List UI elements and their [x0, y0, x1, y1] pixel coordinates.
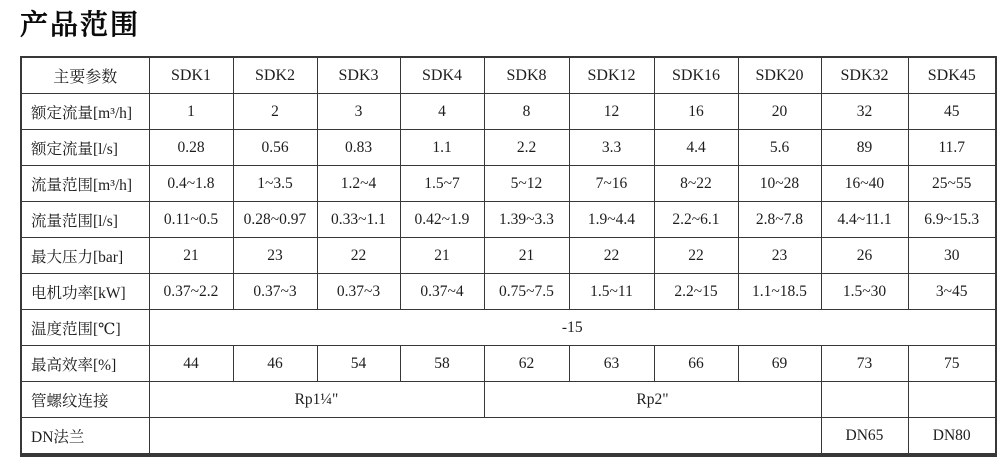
table-row — [21, 130, 996, 166]
value-cell: 54 — [317, 346, 400, 382]
value-cell: 73 — [821, 346, 908, 382]
value-cell: 22 — [654, 238, 738, 274]
value-cell: DN80 — [908, 418, 996, 456]
value-cell: 8 — [484, 94, 569, 130]
value-cell — [821, 382, 908, 418]
row-label: DN法兰 — [21, 418, 149, 456]
value-cell: 6.9~15.3 — [908, 202, 996, 238]
value-cell: 1.9~4.4 — [569, 202, 654, 238]
table-row — [21, 310, 996, 346]
value-cell: 8~22 — [654, 166, 738, 202]
value-cell: 21 — [484, 238, 569, 274]
value-cell: 45 — [908, 94, 996, 130]
column-header: SDK20 — [738, 57, 821, 94]
value-cell: 0.37~2.2 — [149, 274, 233, 310]
value-cell: 89 — [821, 130, 908, 166]
value-cell: 0.42~1.9 — [400, 202, 484, 238]
table-head — [21, 57, 996, 94]
table-row — [21, 418, 996, 456]
value-cell: 2.8~7.8 — [738, 202, 821, 238]
value-cell: 26 — [821, 238, 908, 274]
value-cell: 66 — [654, 346, 738, 382]
value-cell: DN65 — [821, 418, 908, 456]
value-cell: 0.37~3 — [317, 274, 400, 310]
row-label: 流量范围[l/s] — [21, 202, 149, 238]
value-cell — [149, 418, 821, 456]
value-cell: 1~3.5 — [233, 166, 317, 202]
value-cell: 32 — [821, 94, 908, 130]
value-cell: 0.28~0.97 — [233, 202, 317, 238]
value-cell: 2.2 — [484, 130, 569, 166]
column-header: SDK32 — [821, 57, 908, 94]
value-cell: 2.2~6.1 — [654, 202, 738, 238]
value-cell: 1 — [149, 94, 233, 130]
value-cell: 11.7 — [908, 130, 996, 166]
value-cell: 23 — [738, 238, 821, 274]
row-label: 最大压力[bar] — [21, 238, 149, 274]
value-cell: 16 — [654, 94, 738, 130]
value-cell: 21 — [149, 238, 233, 274]
value-cell: 3 — [317, 94, 400, 130]
value-cell: 1.1~18.5 — [738, 274, 821, 310]
value-cell: 12 — [569, 94, 654, 130]
column-header: SDK8 — [484, 57, 569, 94]
value-cell: 16~40 — [821, 166, 908, 202]
value-cell: 10~28 — [738, 166, 821, 202]
value-cell: 44 — [149, 346, 233, 382]
row-label: 额定流量[l/s] — [21, 130, 149, 166]
value-cell: 22 — [317, 238, 400, 274]
value-cell: 58 — [400, 346, 484, 382]
value-cell: Rp2" — [484, 382, 821, 418]
column-header: SDK12 — [569, 57, 654, 94]
value-cell: 69 — [738, 346, 821, 382]
value-cell: 4.4 — [654, 130, 738, 166]
value-cell: 2 — [233, 94, 317, 130]
value-cell: 7~16 — [569, 166, 654, 202]
column-header: SDK45 — [908, 57, 996, 94]
value-cell: 75 — [908, 346, 996, 382]
table-row — [21, 382, 996, 418]
value-cell: 0.83 — [317, 130, 400, 166]
value-cell: 62 — [484, 346, 569, 382]
value-cell: 63 — [569, 346, 654, 382]
table-row — [21, 274, 996, 310]
table-body — [21, 94, 996, 456]
value-cell: 4.4~11.1 — [821, 202, 908, 238]
row-label: 最高效率[%] — [21, 346, 149, 382]
value-cell: 4 — [400, 94, 484, 130]
value-cell: 1.5~7 — [400, 166, 484, 202]
value-cell: 0.28 — [149, 130, 233, 166]
value-cell: 30 — [908, 238, 996, 274]
table-row — [21, 166, 996, 202]
value-cell: 1.1 — [400, 130, 484, 166]
value-cell: 0.4~1.8 — [149, 166, 233, 202]
table-row — [21, 238, 996, 274]
column-header: SDK3 — [317, 57, 400, 94]
column-header: SDK16 — [654, 57, 738, 94]
value-cell: 0.75~7.5 — [484, 274, 569, 310]
value-cell: 21 — [400, 238, 484, 274]
value-cell: 1.5~30 — [821, 274, 908, 310]
column-header: SDK1 — [149, 57, 233, 94]
value-cell: 0.11~0.5 — [149, 202, 233, 238]
value-cell: 5.6 — [738, 130, 821, 166]
row-label: 流量范围[m³/h] — [21, 166, 149, 202]
value-cell: 22 — [569, 238, 654, 274]
value-cell: 23 — [233, 238, 317, 274]
value-cell: 46 — [233, 346, 317, 382]
value-cell: -15 — [149, 310, 996, 346]
header-row — [21, 57, 996, 94]
page-title: 产品范围 — [20, 9, 141, 40]
value-cell: 1.2~4 — [317, 166, 400, 202]
row-label: 电机功率[kW] — [21, 274, 149, 310]
value-cell: 3~45 — [908, 274, 996, 310]
row-label: 额定流量[m³/h] — [21, 94, 149, 130]
value-cell: Rp1¼" — [149, 382, 484, 418]
value-cell: 20 — [738, 94, 821, 130]
value-cell: 0.33~1.1 — [317, 202, 400, 238]
table-row — [21, 346, 996, 382]
value-cell — [908, 382, 996, 418]
product-range-table — [20, 56, 997, 457]
value-cell: 1.39~3.3 — [484, 202, 569, 238]
value-cell: 2.2~15 — [654, 274, 738, 310]
row-label: 温度范围[℃] — [21, 310, 149, 346]
value-cell: 5~12 — [484, 166, 569, 202]
value-cell: 0.56 — [233, 130, 317, 166]
value-cell: 1.5~11 — [569, 274, 654, 310]
table-row — [21, 202, 996, 238]
column-header: SDK4 — [400, 57, 484, 94]
table-row — [21, 94, 996, 130]
value-cell: 0.37~4 — [400, 274, 484, 310]
column-header: SDK2 — [233, 57, 317, 94]
corner-header: 主要参数 — [21, 57, 149, 94]
value-cell: 25~55 — [908, 166, 996, 202]
value-cell: 3.3 — [569, 130, 654, 166]
row-label: 管螺纹连接 — [21, 382, 149, 418]
value-cell: 0.37~3 — [233, 274, 317, 310]
